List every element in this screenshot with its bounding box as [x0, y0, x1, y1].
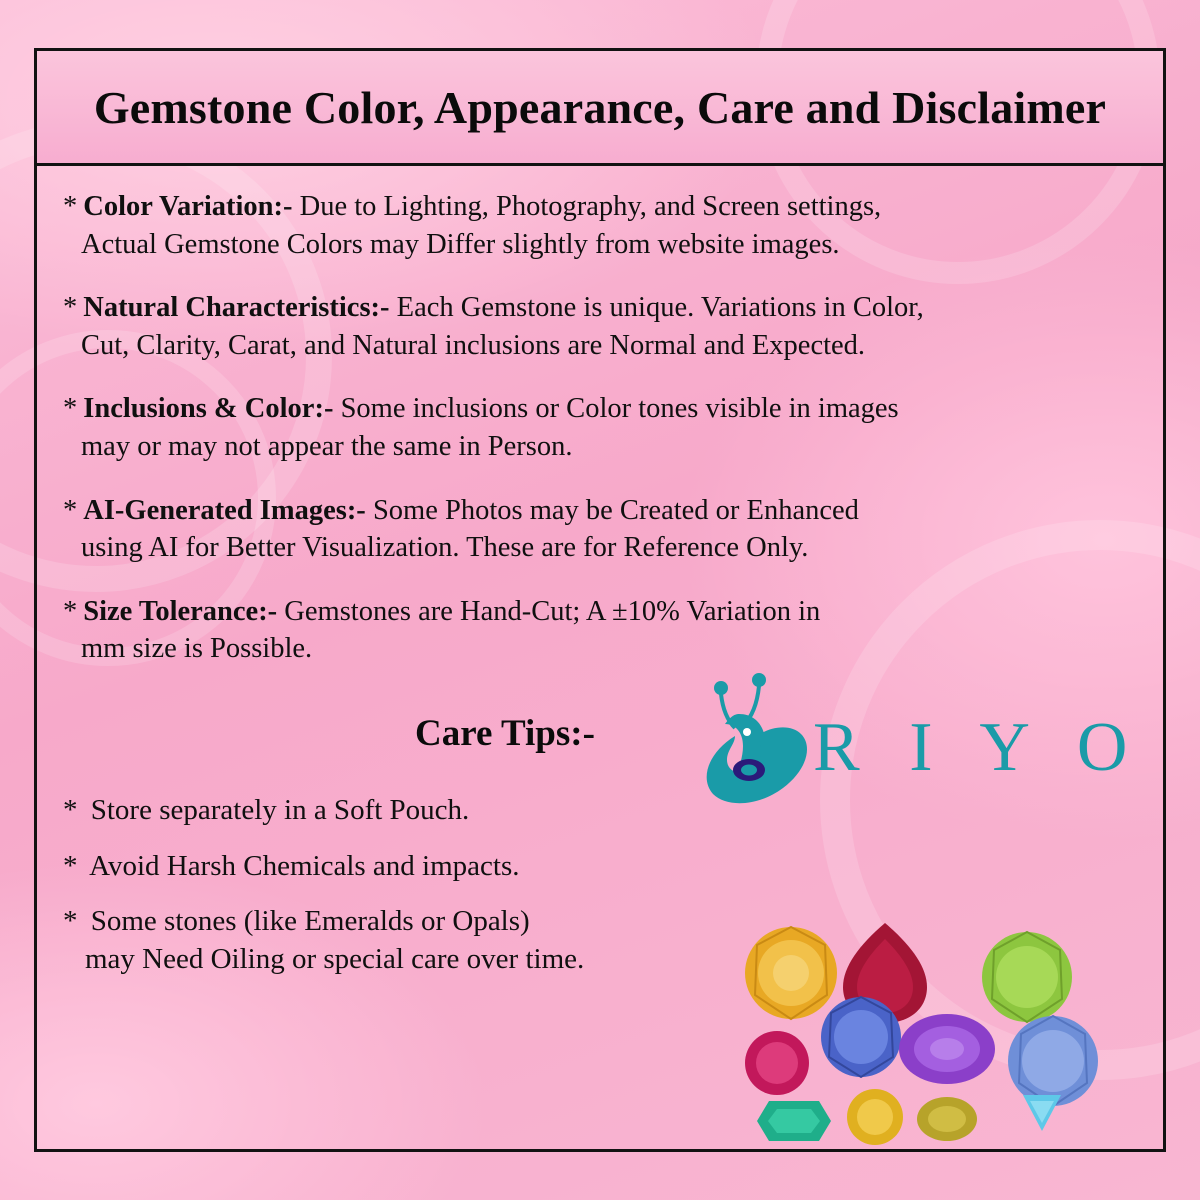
disclaimer-item-natural-characteristics: [63, 289, 1137, 364]
care-text-line1: Some stones (like Emeralds or Opals): [83, 905, 530, 938]
item-lead: Inclusions & Color:-: [83, 393, 334, 425]
item-lead: Natural Characteristics:-: [83, 292, 390, 324]
care-tips-heading: Care Tips:-: [415, 713, 595, 755]
page-title: Gemstone Color, Appearance, Care and Disclaimer: [93, 81, 1107, 133]
bullet-icon: *: [63, 393, 78, 425]
care-text-line1: Store separately in a Soft Pouch.: [83, 794, 470, 827]
item-text-line2: Actual Gemstone Colors may Differ slightly from website images.: [81, 228, 840, 260]
bullet-icon: *: [63, 494, 78, 526]
item-lead: Size Tolerance:-: [83, 595, 278, 627]
gemstone-cluster-icon: [735, 915, 1155, 1145]
content-frame: [34, 48, 1166, 1152]
bullet-icon: *: [63, 595, 78, 627]
care-item-avoid-chemicals: [63, 848, 1137, 886]
item-text-line2: mm size is Possible.: [81, 633, 313, 665]
item-text-line1: Due to Lighting, Photography, and Screen settings,: [292, 191, 882, 222]
disclaimer-item-inclusions-color: [63, 390, 1137, 465]
title-bar: [37, 51, 1163, 166]
care-text-line2: may Need Oiling or special care over time.: [85, 943, 585, 976]
item-text-line2: Cut, Clarity, Carat, and Natural inclusions are Normal and Expected.: [81, 329, 866, 361]
item-text-line1: Each Gemstone is unique. Variations in Color,: [389, 292, 924, 324]
bullet-icon: *: [63, 849, 78, 882]
item-text-line2: may or may not appear the same in Person.: [81, 431, 573, 463]
care-tips-header-row: [63, 694, 1144, 787]
item-lead: AI-Generated Images:-: [83, 494, 366, 526]
item-text-line1: Some inclusions or Color tones visible in images: [333, 393, 899, 425]
care-text-line1: Avoid Harsh Chemicals and impacts.: [83, 849, 520, 882]
bullet-icon: *: [63, 191, 78, 222]
item-lead: Color Variation:-: [83, 191, 293, 222]
item-text-line1: Some Photos may be Created or Enhanced: [365, 494, 859, 526]
content-body: [37, 166, 1163, 1149]
bullet-icon: *: [63, 292, 78, 324]
item-text-line1: Gemstones are Hand-Cut; A ±10% Variation in: [277, 595, 821, 627]
bullet-icon: *: [63, 905, 78, 938]
item-text-line2: using AI for Better Visualization. These are for Reference Only.: [81, 532, 809, 564]
disclaimer-item-ai-generated-images: [63, 492, 1137, 567]
disclaimer-item-size-tolerance: [63, 593, 1137, 668]
bullet-icon: *: [63, 794, 78, 827]
brand-name: R I Y O: [813, 709, 1144, 787]
brand-logo: [673, 666, 1193, 816]
disclaimer-item-color-variation: [63, 188, 1137, 263]
